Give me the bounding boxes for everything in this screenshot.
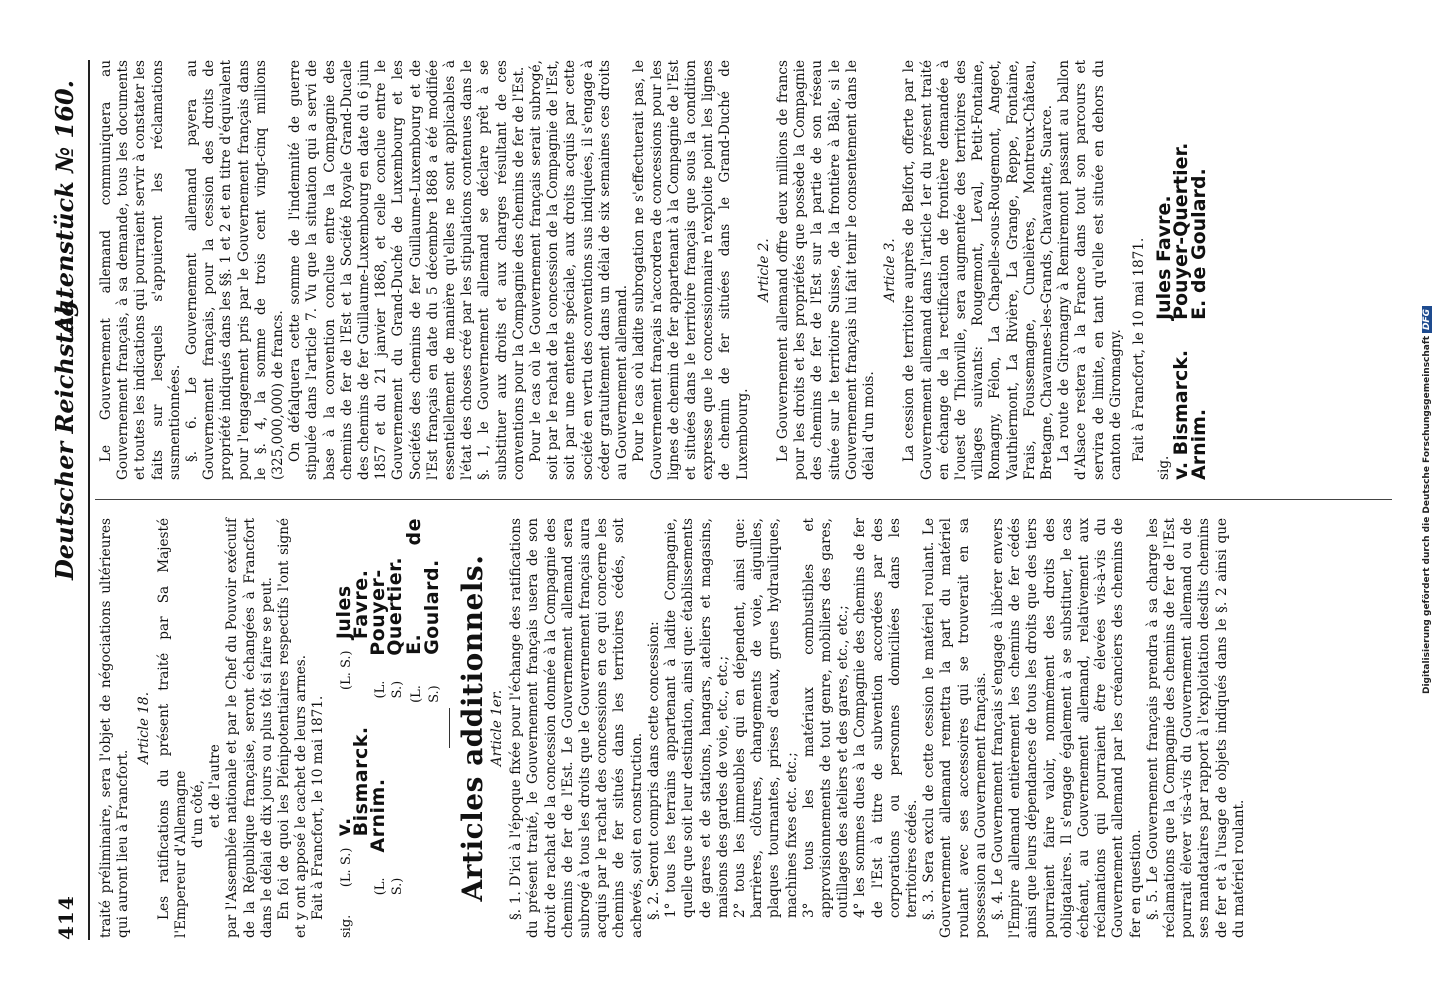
paragraph: La route de Giromagny à Remiremont passant au ballon d'Alsace restera à la France dans tout son parcours et servira de limite, en tant qu'elle est située en dehors du canton de Giromagny. xyxy=(1056,60,1124,480)
signatory-arnim: Arnim. xyxy=(1187,408,1210,480)
paragraph: En foi de quoi les Plénipotentiaires respectifs l'ont signé et y ont apposé le cachet de leurs armes. xyxy=(276,518,310,938)
dfg-logo-icon: DFG xyxy=(1422,306,1432,333)
place-date: Fait à Francfort, le 10 mai 1871. xyxy=(310,695,327,920)
running-title: Deutscher Reichstag. xyxy=(50,291,79,580)
seal-mark: (L. S.) xyxy=(338,847,354,888)
digitization-watermark xyxy=(1408,30,1432,970)
paragraph: §. 6. Le Gouvernement allemand payera au Gouvernement français, pour la cession des droits de propriété indiqués dans les §§. 1 et 2 et en titre d'équivalent pour l'engagement pris par le Gouvernement français dans le §. 4, la somme de trois cent vingt-cinq millions (325,000,000) de francs. xyxy=(184,60,287,480)
seal-mark: (L. S.) xyxy=(373,877,406,896)
paragraph: La cession de territoire auprès de Belfort, offerte par le Gouvernement allemand dans l'article 1er du présent traité en échange de la rectification de frontière demandée à l'ouest de Thionville, sera augmentée des territoires des villages suivants: Rougemont, Leval, Petit-Fontaine, Romagny, Félon, La Chapelle-sous-Rougemont, Angeot, Vauthiermont, La Rivière, La Grange, Reppe, Fontaine, Frais, Foussemagne, Cunelières, Montreux-Château, Bretagne, Chavannes-les-Grands, Chavanatte, Suarce. xyxy=(901,60,1055,480)
running-header xyxy=(48,60,82,940)
paragraph: §. 3. Sera exclu de cette cession le matériel roulant. Le Gouvernement allemand remettra la part du matériel roulant avec ses accessoires qui se trouverait en sa possession au Gouvernement français. xyxy=(921,518,989,938)
paragraph: §. 4. Le Gouvernement français s'engage à libérer envers l'Empire allemand entièrement les chemins de fer cédés ainsi que leurs dépendances de tous les droits que des tiers pourraient faire valoir, nommément des droits des obligataires. Il s'engage également à se substituer, le cas échéant, au Gouvernement allemand, relativement aux réclamations qui pourraient être élevées vis-à-vis du Gouvernement allemand par les créanciers des chemins de fer en question. xyxy=(989,518,1144,938)
paragraph: et de l'autre xyxy=(207,744,224,828)
signatory-arnim: Arnim. xyxy=(367,778,390,853)
signature-block xyxy=(332,518,443,938)
sig-prefix: sig. xyxy=(338,914,354,938)
paragraph: par l'Assemblée nationale et par le Chef du Pouvoir exécutif de la République française, seront échangées à Francfort dans le délai de dix jours ou plus tôt si faire se peut. xyxy=(224,518,275,938)
list-item: 4° les sommes dues à la Compagnie des chemins de fer de l'Est à titre de subvention accordées par des corporations ou personnes domiciliées dans les territoires cédés. xyxy=(852,518,920,918)
paragraph: Les ratifications du présent traité par Sa Majesté l'Empereur d'Allemagne xyxy=(155,518,189,938)
column-rule xyxy=(95,499,1392,500)
article-heading: Article 18. xyxy=(136,691,153,765)
article-heading: Article 1er. xyxy=(489,689,506,767)
left-column xyxy=(98,518,1248,938)
signatory-pouyer: Pouyer-Quertier. xyxy=(1170,142,1193,320)
paragraph: §. 2. Seront compris dans cette concession: xyxy=(645,621,662,920)
watermark-text: Digitalisierung gefördert durch die Deutsche Forschungsgemeinschaft xyxy=(1422,335,1432,694)
signatory-favre: Jules Favre. xyxy=(332,569,372,640)
paragraph: Le Gouvernement allemand communiquera au Gouvernement français, à sa demande, tous les documents et toutes les indications qui pourraient servir à constater les faits sur lesquels s'appuieront les réclamations susmentionnées. xyxy=(98,60,183,480)
signatory-pouyer: Pouyer-Quertier. xyxy=(367,556,407,656)
section-heading: Articles additionnels. xyxy=(455,554,489,902)
paragraph: §. 1. D'ici à l'époque fixée pour l'échange des ratifications du présent traité, le Gouvernement français usera de son droit de rachat de la concession donnée à la Compagnie des chemins de fer de l'Est. Le Gouvernement allemand sera subrogé à tous les droits que le Gouvernement français aura acquis par le rachat des concessions en ce qui concerne les chemins de fer situés dans les territoires cédés, soit achevés, soit en construction. xyxy=(508,518,645,938)
paragraph: Le Gouvernement allemand offre deux millions de francs pour les droits et les propriétés que possède la Compagnie des chemins de fer de l'Est sur la partie de son réseau située sur le territoire Suisse, de la frontière à Bâle, si le Gouvernement français lui fait tenir le consentement dans le délai d'un mois. xyxy=(774,60,877,480)
document-number: Aktenstück № 160. xyxy=(50,80,79,334)
signature-block xyxy=(1153,60,1210,480)
paragraph: On défalquera cette somme de l'indemnité de guerre stipulée dans l'article 7. Vu que la situation qui a servi de base à la convention conclue entre la Compagnie des chemins de fer de l'Est et la Société Royale Grand-Ducale des chemins de fer Guillaume-Luxembourg en date du 6 juin 1857 et du 21 janvier 1868, et celle conclue entre le Gouvernement du Grand-Duché de Luxembourg et les Sociétés des chemins de fer Guillaume-Luxembourg et de l'Est français en date du 5 décembre 1868 a été modifiée essentiellement de manière qu'elles ne sont applicables à l'état des choses créé par les stipulations contenues dans le §. 1, le Gouvernement allemand se déclare prêt à se substituer aux droits et aux charges résultant de ces conventions pour la Compagnie des chemins de fer de l'Est. xyxy=(287,60,527,480)
list-item: 1° tous les terrains appartenant à ladite Compagnie, quelle que soit leur destination, ainsi que: établissements de gares et de stations, hangars, ateliers et magasins, maisons des gardes de voie, etc., etc.; xyxy=(663,518,731,918)
article-heading: Article 2. xyxy=(755,238,772,302)
right-column xyxy=(98,60,1208,480)
place-date: Fait à Francfort, le 10 mai 1871. xyxy=(1130,237,1147,462)
page-number: 414 xyxy=(54,895,78,940)
article-heading: Article 3. xyxy=(882,238,899,302)
signatory-bismarck: v. Bismarck. xyxy=(1170,349,1193,480)
paragraph: Pour le cas où ladite subrogation ne s'effectuerait pas, le Gouvernement français n'accordera de concessions pour les lignes de chemin de fer appartenant à la Compagnie de l'Est et situées dans le territoire français que sous la condition expresse que le concessionnaire n'exploite point les lignes de chemin de fer situées dans le Grand-Duché de Luxembourg. xyxy=(631,60,751,480)
seal-mark: (L. S.) xyxy=(338,650,354,690)
list-item: 2° tous les immeubles qui en dépendent, ainsi que: barrières, clôtures, changements de voie, aiguilles, plaques tournantes, prises d'eaux, grues hydrauliques, machines fixes etc. etc.; xyxy=(731,518,800,918)
signatory-favre: Jules Favre. xyxy=(1153,195,1176,320)
paragraph: Pour le cas où le Gouvernement français serait subrogé, soit par le rachat de la concession de la Compagnie de l'Est, soit par une entente spéciale, aux droits acquis par cette société en vertu des conventions sus indiquées, il s'engage à céder gratuitement dans un délai de six semaines ces droits au Gouvernement allemand. xyxy=(528,60,631,480)
seal-mark: (L. S.) xyxy=(373,680,406,699)
paragraph: §. 5. Le Gouvernement français prendra à sa charge les réclamations que la Compagnie des chemins de fer de l'Est pourrait élever vis-à-vis du Gouvernement allemand ou de ses mandataires par rapport à l'exploitation desdits chemins de fer et à l'usage de objets indiqués dans le §. 2 ainsi que du matériel roulant. xyxy=(1144,518,1247,938)
sig-prefix: sig. xyxy=(1156,455,1173,480)
seal-mark: (L. S.) xyxy=(409,685,442,703)
paragraph: d'un côté, xyxy=(190,780,207,848)
header-rule xyxy=(88,60,90,940)
paragraph: traité préliminaire, sera l'objet de négociations ultérieures qui auront lieu à Francfort. xyxy=(98,518,132,938)
divider xyxy=(449,708,450,748)
signatory-goulard: E. de Goulard. xyxy=(1187,168,1210,320)
list-item: 3° tous les matériaux combustibles et approvisionnements de tout genre, mobiliers des gares, outillages des ateliers et des gares, etc., etc.; xyxy=(800,518,852,918)
signatory-goulard: E. de Goulard. xyxy=(403,518,443,655)
signatory-bismarck: v. Bismarck. xyxy=(332,726,372,837)
